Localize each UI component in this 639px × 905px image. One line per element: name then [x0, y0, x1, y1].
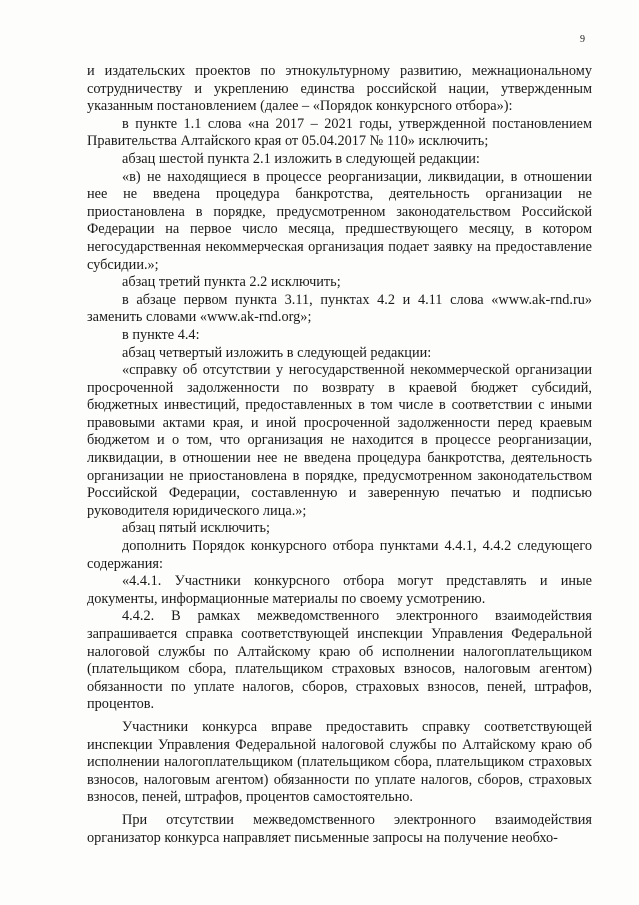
paragraph: «в) не находящиеся в процессе реорганизации, ликвидации, в отношении нее не введена процедура банкротства, деятельность организации не приостановлена в порядке, предусмотренном законодательством Российской Федерации на первое число месяца, предшествующего месяцу, в котором негосударственная некоммерческая организация подает заявку на предоставление субсидии.»; — [87, 168, 592, 273]
paragraph: «справку об отсутствии у негосударственной некоммерческой организации просроченной задолженности по возврату в краевой бюджет субсидий, бюджетных инвестиций, предоставленных в том числе в соответствии с иными правовыми актами края, и иной просроченной задолженности перед краевым бюджетом и о том, что организация не находится в процессе реорганизации, ликвидации, в отношении нее не введена процедура банкротства, деятельность организации не приостановлена в порядке, предусмотренном законодательством Российской Федерации, составленную и заверенную печатью и подписью руководителя юридического лица.»; — [87, 362, 592, 519]
paragraph: 4.4.2. В рамках межведомственного электронного взаимодействия запрашивается справка соответствующей инспекции Управления Федеральной налоговой службы по Алтайскому краю об исполнении налогоплательщиком (плательщиком сбора, плательщиком страховых взносов, налоговым агентом) обязанности по уплате налогов, сборов, страховых взносов, пеней, штрафов, процентов. — [87, 608, 592, 713]
paragraph: Участники конкурса вправе предоставить справку соответствующей инспекции Управления Федеральной налоговой службы по Алтайскому краю об исполнении налогоплательщиком (плательщиком сбора, плательщиком страховых взносов, налоговым агентом) обязанности по уплате налогов, сборов, страховых взносов, пеней, штрафов, процентов самостоятельно. — [87, 718, 592, 806]
paragraph: абзац шестой пункта 2.1 изложить в следующей редакции: — [122, 150, 480, 167]
paragraph: абзац пятый исключить; — [122, 520, 270, 537]
paragraph: в пункте 1.1 слова «на 2017 – 2021 годы, утвержденной постановлением Правительства Алтайского края от 05.04.2017 № 110» исключить; — [87, 115, 592, 150]
page-number: 9 — [580, 34, 585, 45]
paragraph: и издательских проектов по этнокультурному развитию, межнациональному сотрудничеству и укреплению единства российской нации, утвержденным указанным постановлением (далее – «Порядок конкурсного отбора»): — [87, 63, 592, 115]
paragraph: абзац третий пункта 2.2 исключить; — [122, 274, 341, 291]
document-body — [87, 63, 592, 847]
paragraph: «4.4.1. Участники конкурсного отбора могут представлять и иные документы, информационные материалы по своему усмотрению. — [87, 573, 592, 607]
paragraph: При отсутствии межведомственного электронного взаимодействия организатор конкурса направляет письменные запросы на получение необхо- — [87, 811, 592, 846]
paragraph: дополнить Порядок конкурсного отбора пунктами 4.4.1, 4.4.2 следующего содержания: — [87, 538, 592, 572]
paragraph: в абзаце первом пункта 3.11, пунктах 4.2 и 4.11 слова «www.ak-rnd.ru» заменить словами «www.ak-rnd.org»; — [87, 291, 592, 326]
paragraph: в пункте 4.4: — [122, 326, 200, 343]
paragraph: абзац четвертый изложить в следующей редакции: — [122, 344, 432, 361]
